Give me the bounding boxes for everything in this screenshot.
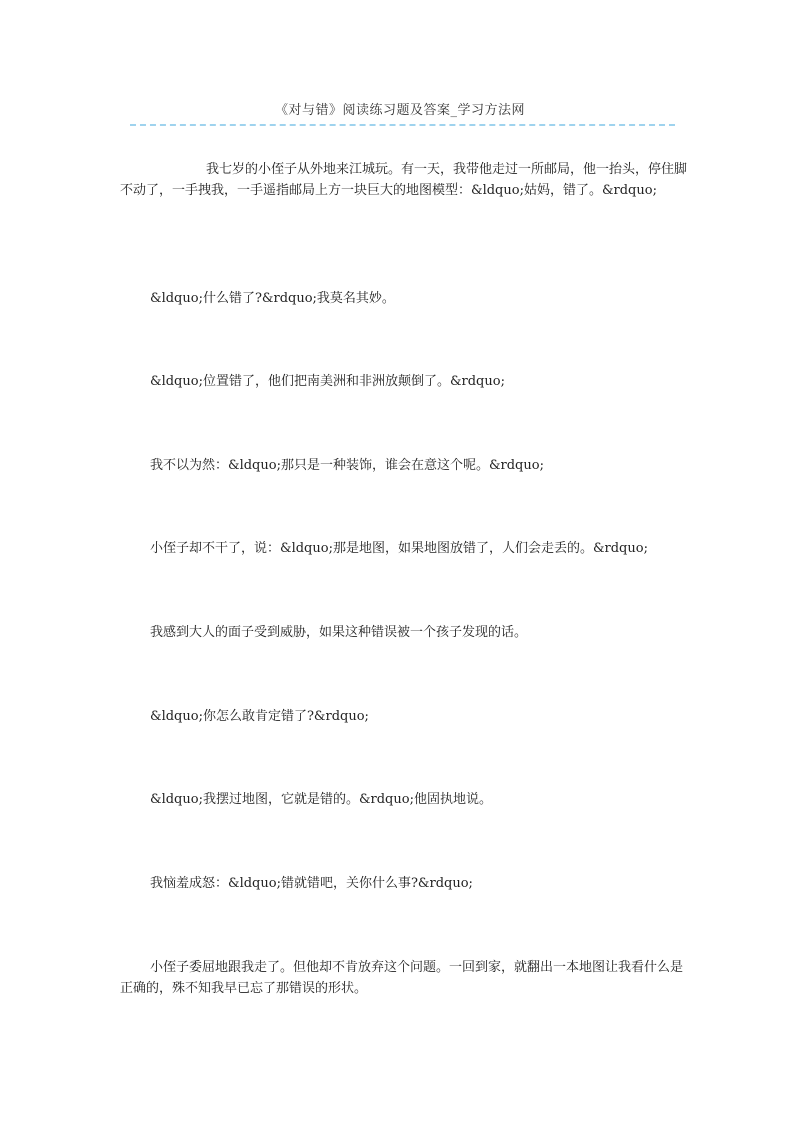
paragraph-9: 我恼羞成怒：&ldquo;错就错吧，关你什么事?&rdquo; bbox=[150, 876, 473, 891]
paragraph-1: 我七岁的小侄子从外地来江城玩。有一天，我带他走过一所邮局，他一抬头，停住脚不动了，一手拽我，一手遥指邮局上方一块巨大的地图模型：&ldquo;姑妈，错了。&rdquo; bbox=[120, 162, 688, 198]
paragraph-5: 小侄子却不干了，说：&ldquo;那是地图，如果地图放错了，人们会走丢的。&rdquo; bbox=[150, 541, 648, 556]
paragraph-2: &ldquo;什么错了?&rdquo;我莫名其妙。 bbox=[150, 291, 395, 306]
page-title: 《对与错》阅读练习题及答案_学习方法网 bbox=[274, 103, 525, 118]
paragraph-7: &ldquo;你怎么敢肯定错了?&rdquo; bbox=[150, 709, 369, 724]
title-divider bbox=[130, 124, 675, 126]
paragraph-8: &ldquo;我摆过地图，它就是错的。&rdquo;他固执地说。 bbox=[150, 792, 492, 807]
paragraph-4: 我不以为然：&ldquo;那只是一种装饰，谁会在意这个呢。&rdquo; bbox=[150, 458, 544, 473]
paragraph-6: 我感到大人的面子受到威胁，如果这种错误被一个孩子发现的话。 bbox=[150, 625, 528, 640]
paragraph-10: 小侄子委屈地跟我走了。但他却不肯放弃这个问题。一回到家，就翻出一本地图让我看什么是正确的，殊不知我早已忘了那错误的形状。 bbox=[120, 960, 684, 996]
paragraph-3: &ldquo;位置错了，他们把南美洲和非洲放颠倒了。&rdquo; bbox=[150, 374, 505, 389]
